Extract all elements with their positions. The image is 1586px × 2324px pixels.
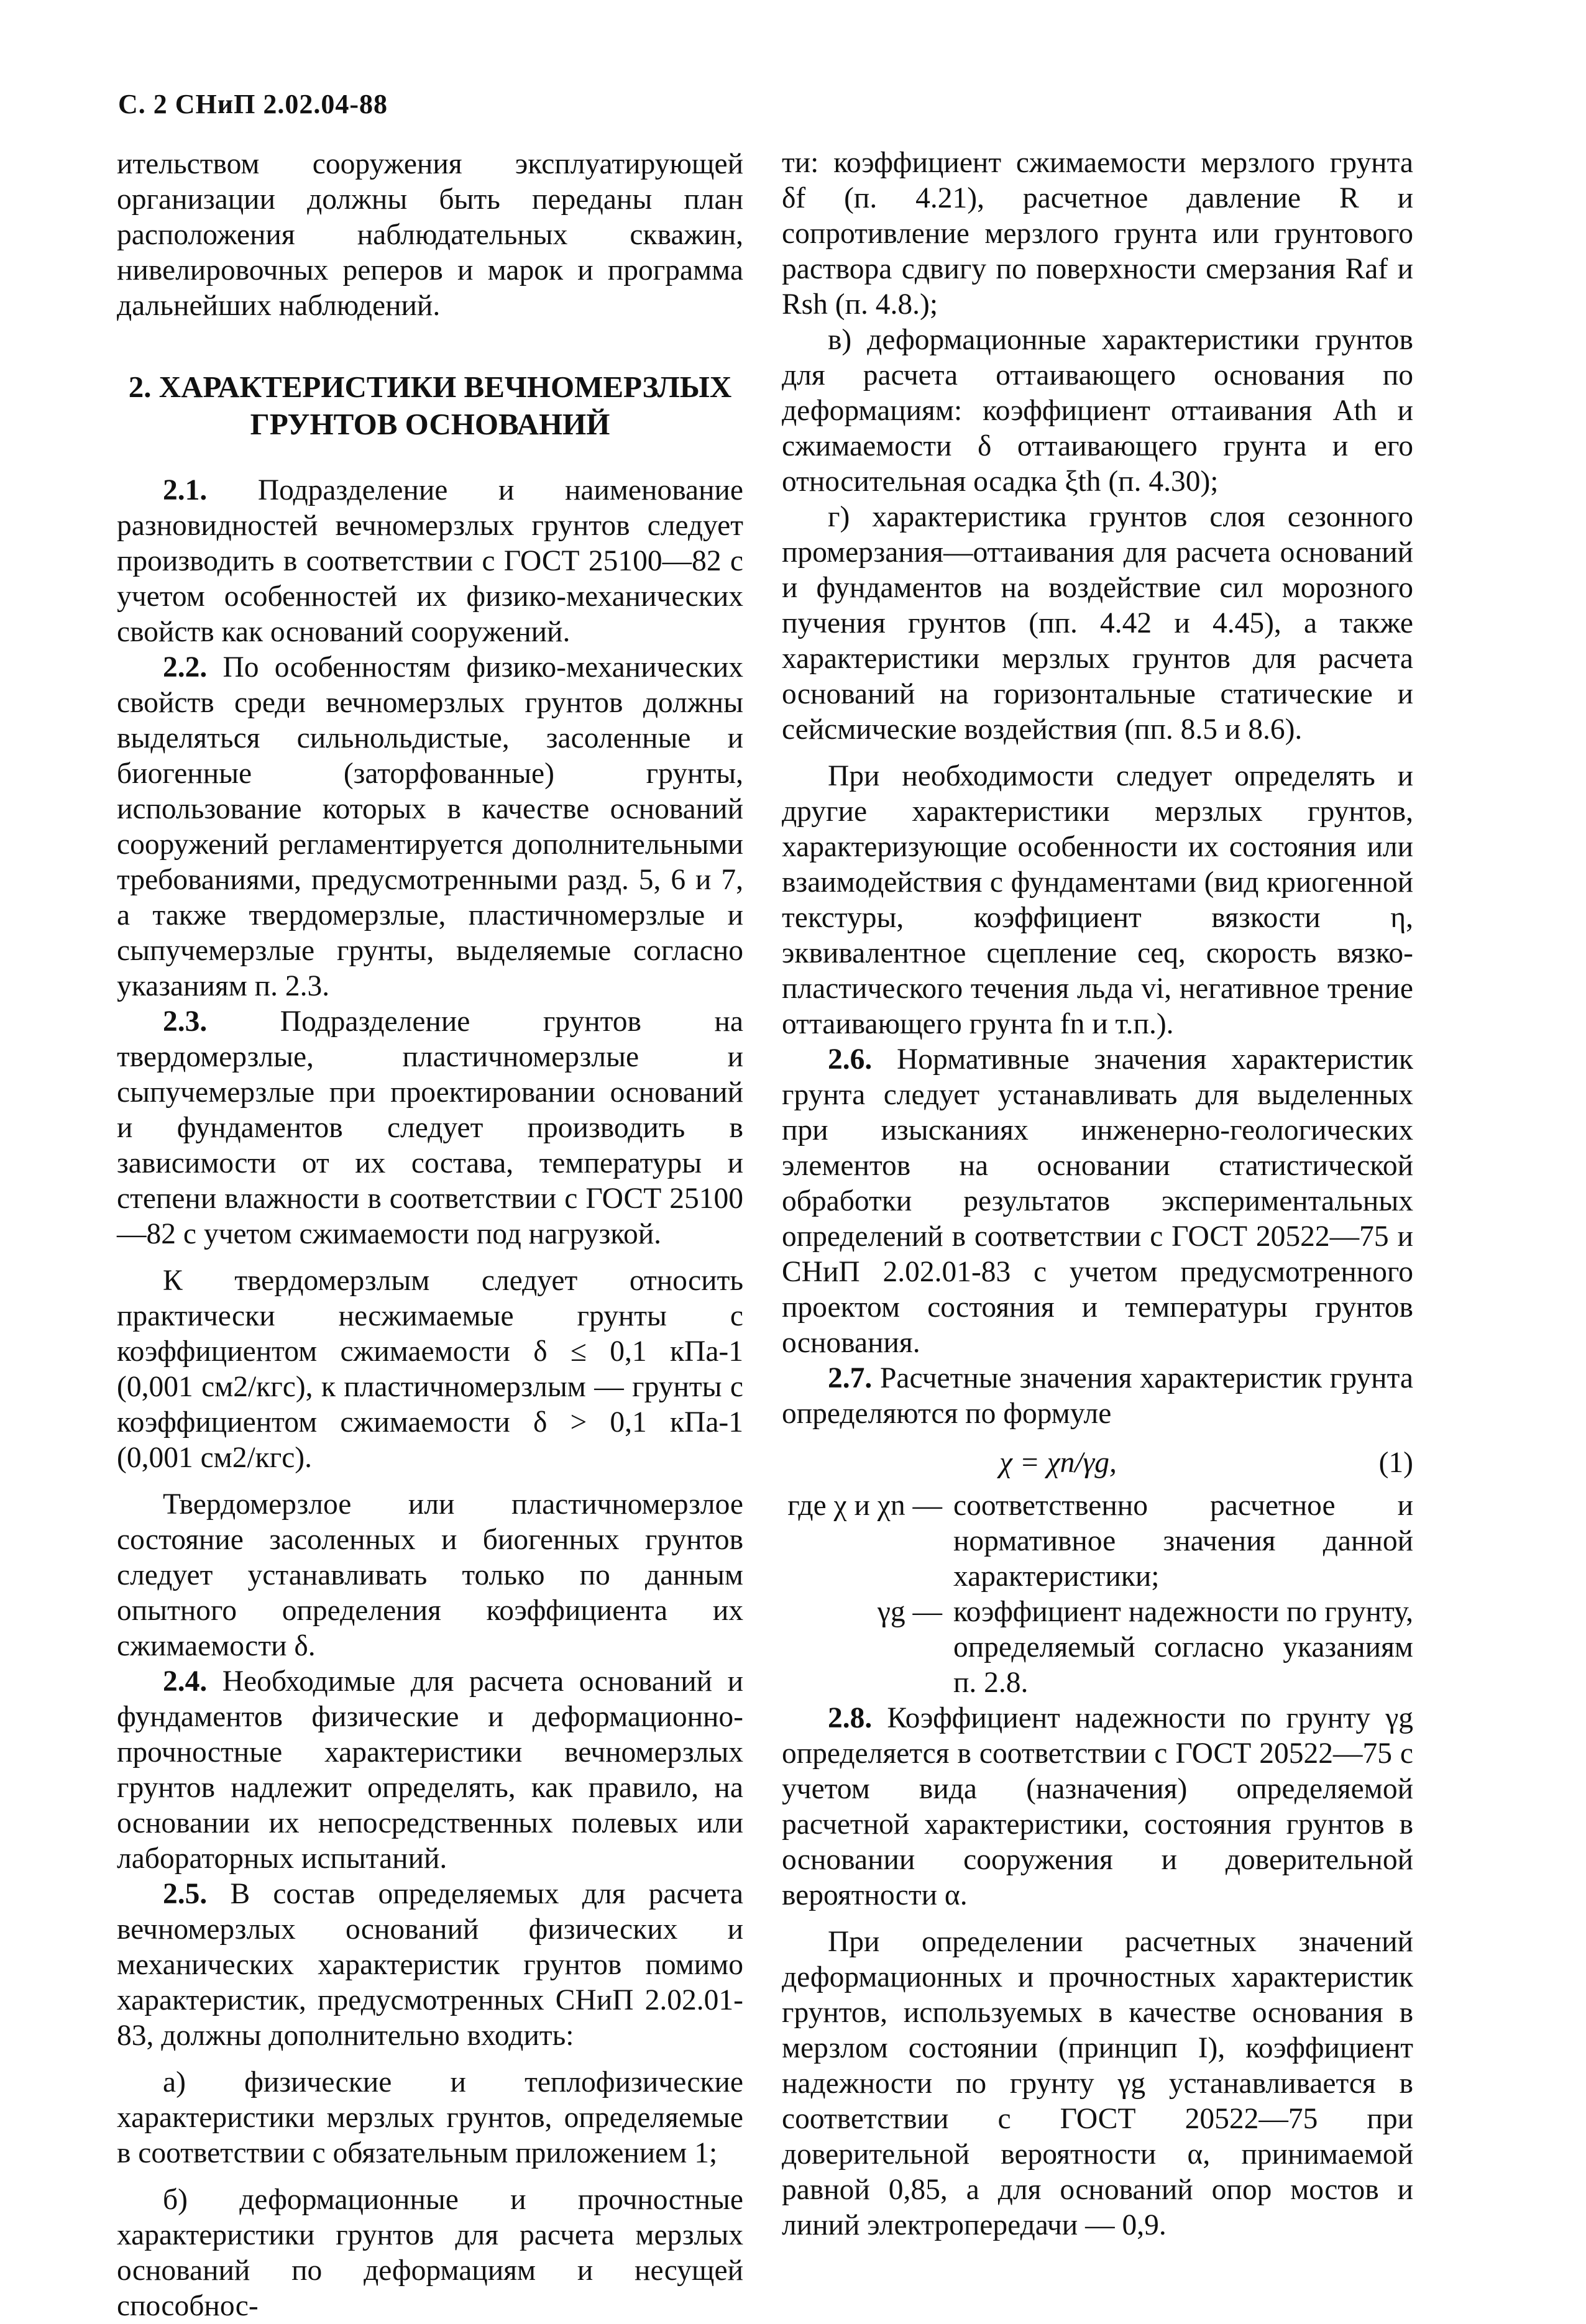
item-v: в) деформационные характеристики грунтов для расчета оттаивающего основания по деформациям: коэффициент оттаивания Ath и сжимаемости δ оттаивающего грунта и его относительная осадка ξth (п. 4.30); [782,324,1413,498]
formula-1 [782,1445,1413,1481]
clause-2-5 [117,1877,743,2054]
clause-number: 2.3. [163,1005,208,1038]
item-b: б) деформационные и прочностные характеристики грунтов для расчета мерзлых оснований по деформациям и несущей способнос- [117,2184,743,2322]
definition-symbol: где χ и χn — [787,1489,942,1522]
clause-text: Расчетные значения характеристик грунта определяются по формуле [782,1362,1413,1430]
clause-text: Подразделение и наименование разновидностей вечномерзлых грунтов следует производить в соответствии с ГОСТ 25100—82 с учетом особенностей их физико-механических свойств как оснований сооружений. [117,474,743,648]
right-column [782,145,1413,2243]
item-g: г) характеристика грунтов слоя сезонного промерзания—оттаивания для расчета оснований и фундаментов на воздействие сил морозного пучения грунтов (пп. 4.42 и 4.45), а также характеристики мерзлых грунтов для расчета оснований на горизонтальные статические и сейсмические воздействия (пп. 8.5 и 8.6). [782,501,1413,746]
clause-number: 2.6. [828,1043,873,1076]
clause-text: Подразделение грунтов на твердомерзлые, пластичномерзлые и сыпучемерзлые при проектировании оснований и фундаментов следует производить в зависимости от их состава, температуры и степени влажности в соответствии с ГОСТ 25100—82 с учетом сжимаемости под нагрузкой. [117,1005,743,1250]
formula-expression: χ = χn/γg, [999,1447,1117,1479]
clause-number: 2.2. [163,651,208,684]
item-b-continuation: ти: коэффициент сжимаемости мерзлого грунта δf (п. 4.21), расчетное давление R и сопротивление мерзлого грунта или грунтового раствора сдвигу по поверхности смерзания Raf и Rsh (п. 4.8.); [782,147,1413,321]
clause-2-2 [117,650,743,1004]
clause-text: Необходимые для расчета оснований и фундаментов физические и деформационно-прочностные характеристики вечномерзлых грунтов надлежит определять, как правило, на основании их непосредственных полевых или лабораторных испытаний. [117,1665,743,1875]
clause-text: В состав определяемых для расчета вечномерзлых оснований физических и механических характеристик грунтов помимо характеристик, предусмотренных СНиП 2.02.01-83, должны дополнительно входить: [117,1878,743,2052]
clause-number: 2.4. [163,1665,208,1698]
paragraph-solid-frozen: К твердомерзлым следует относить практически несжимаемые грунты с коэффициентом сжимаемости δ ≤ 0,1 кПа-1 (0,001 см2/кгс), к пластичномерзлым — грунты с коэффициентом сжимаемости δ > 0,1 кПа-1 (0,001 см2/кгс). [117,1265,743,1474]
clause-text: Нормативные значения характеристик грунта следует устанавливать для выделенных при изысканиях инженерно-геологических элементов на основании статистической обработки результатов экспериментальных определений в соответствии с ГОСТ 20522—75 и СНиП 2.02.01-83 с учетом предусмотренного проектом состояния и температуры грунтов основания. [782,1043,1413,1359]
paragraph-state: Твердомерзлое или пластичномерзлое состояние засоленных и биогенных грунтов следует устанавливать только по данным опытного определения коэффициента их сжимаемости δ. [117,1488,743,1662]
left-column [117,147,743,2324]
paragraph-reliability: При определении расчетных значений деформационных и прочностных характеристик грунтов, используемых в качестве основания в мерзлом состоянии (принцип I), коэффициент надежности по грунту γg устанавливается в соответствии с ГОСТ 20522—75 при доверительной вероятности α, принимаемой равной 0,85, а для оснований опор мостов и линий электропередачи — 0,9. [782,1926,1413,2241]
item-a: а) физические и теплофизические характеристики мерзлых грунтов, определяемые в соответствии с обязательным приложением 1; [117,2066,743,2169]
clause-number: 2.7. [828,1362,873,1394]
formula-number: (1) [1378,1447,1413,1479]
definition-symbol: γg — [877,1596,942,1628]
clause-2-6 [782,1042,1413,1361]
clause-number: 2.5. [163,1878,208,1910]
clause-2-7 [782,1361,1413,1432]
clause-2-3 [117,1004,743,1252]
clause-number: 2.8. [828,1702,873,1734]
definition-row [782,1488,1413,1594]
clause-2-8 [782,1701,1413,1913]
definition-text: коэффициент надежности по грунту, определяемый согласно указаниям п. 2.8. [953,1596,1413,1699]
clause-number: 2.1. [163,474,208,506]
definition-text: соответственно расчетное и нормативное значения данной характеристики; [953,1489,1413,1593]
definition-row [782,1594,1413,1701]
clause-text: Коэффициент надежности по грунту γg определяется в соответствии с ГОСТ 20522—75 с учетом вида (назначения) определяемой расчетной характеристики, состояния грунтов в основании сооружения и доверительной вероятности α. [782,1702,1413,1911]
clause-2-1 [117,473,743,650]
section-title: 2. ХАРАКТЕРИСТИКИ ВЕЧНОМЕРЗЛЫХ ГРУНТОВ ОСНОВАНИЙ [128,370,732,441]
formula-definitions [782,1488,1413,1701]
clause-2-4 [117,1664,743,1877]
page-header: С. 2 СНиП 2.02.04-88 [118,89,388,119]
paragraph-other-characteristics: При необходимости следует определять и другие характеристики мерзлых грунтов, характеризующие особенности их состояния или взаимодействия с фундаментами (вид криогенной текстуры, коэффициент вязкости η, эквивалентное сцепление ceq, скорость вязко-пластического течения льда vi, негативное трение оттаивающего грунта fn и т.п.). [782,760,1413,1040]
clause-text: По особенностям физико-механических свойств среди вечномерзлых грунтов должны выделяться сильнольдистые, засоленные и биогенные (заторфованные) грунты, использование которых в качестве оснований сооружений регламентируется дополнительными требованиями, предусмотренными разд. 5, 6 и 7, а также твердомерзлые, пластичномерзлые и сыпучемерзлые грунты, выделяемые согласно указаниям п. 2.3. [117,651,743,1002]
paragraph-continuation: ительством сооружения эксплуатирующей организации должны быть переданы план расположения наблюдательных скважин, нивелировочных реперов и марок и программа дальнейших наблюдений. [117,148,743,322]
